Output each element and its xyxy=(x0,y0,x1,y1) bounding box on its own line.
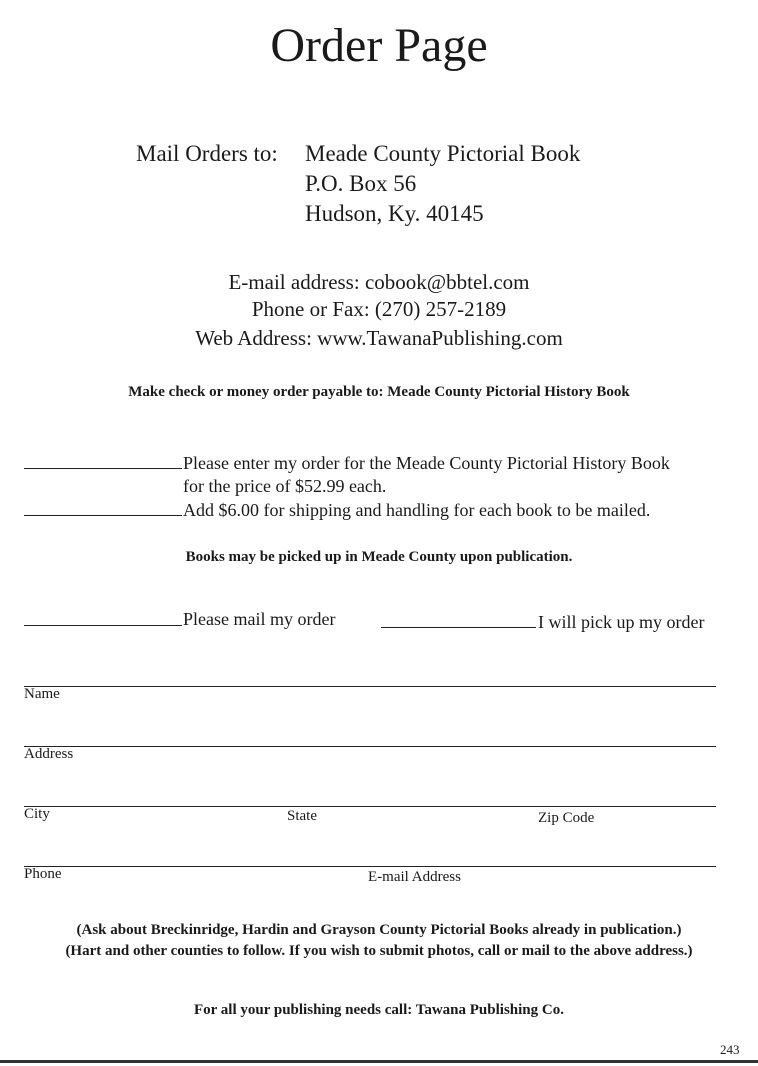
name-field[interactable] xyxy=(24,686,716,687)
order-line-2: Add $6.00 for shipping and handling for each book to be mailed. xyxy=(183,500,651,520)
page-title: Order Page xyxy=(270,19,488,72)
address-field[interactable] xyxy=(24,746,716,747)
pickup-order-blank[interactable] xyxy=(381,627,536,628)
pickup-order-option: I will pick up my order xyxy=(538,612,705,632)
email-label: E-mail Address xyxy=(368,869,461,885)
zip-label: Zip Code xyxy=(538,810,595,826)
footer-note: For all your publishing needs call: Tawana Publishing Co. xyxy=(194,1002,564,1018)
mail-address-line-1: Meade County Pictorial Book xyxy=(305,141,581,166)
phone-label: Phone xyxy=(24,866,62,882)
pickup-note: Books may be picked up in Meade County upon publication. xyxy=(185,549,573,565)
mail-order-option: Please mail my order xyxy=(183,609,336,629)
notes-line-2: (Hart and other counties to follow. If you wish to submit photos, call or mail to the above address.) xyxy=(65,943,693,959)
contact-web: Web Address: www.TawanaPublishing.com xyxy=(195,326,563,350)
bottom-rule xyxy=(0,1060,758,1063)
city-label: City xyxy=(24,806,50,822)
notes-line-1: (Ask about Breckinridge, Hardin and Grayson County Pictorial Books already in publication.) xyxy=(76,922,682,938)
order-line-1: Please enter my order for the Meade County Pictorial History Book xyxy=(183,453,670,473)
phone-email-field[interactable] xyxy=(24,866,716,867)
order-quantity-blank[interactable] xyxy=(24,468,182,469)
city-state-zip-field[interactable] xyxy=(24,806,716,807)
mail-address-line-2: P.O. Box 56 xyxy=(305,171,417,196)
mail-address-line-3: Hudson, Ky. 40145 xyxy=(305,201,484,226)
shipping-blank[interactable] xyxy=(24,515,182,516)
name-label: Name xyxy=(24,686,60,702)
page-number: 243 xyxy=(720,1042,740,1057)
contact-email: E-mail address: cobook@bbtel.com xyxy=(228,270,530,294)
mail-orders-label: Mail Orders to: xyxy=(136,141,278,166)
state-label: State xyxy=(287,808,317,824)
contact-phone: Phone or Fax: (270) 257-2189 xyxy=(251,297,507,321)
mail-order-blank[interactable] xyxy=(24,625,182,626)
payable-note: Make check or money order payable to: Meade County Pictorial History Book xyxy=(128,384,630,400)
address-label: Address xyxy=(24,746,74,762)
order-line-1b: for the price of $52.99 each. xyxy=(183,476,387,496)
